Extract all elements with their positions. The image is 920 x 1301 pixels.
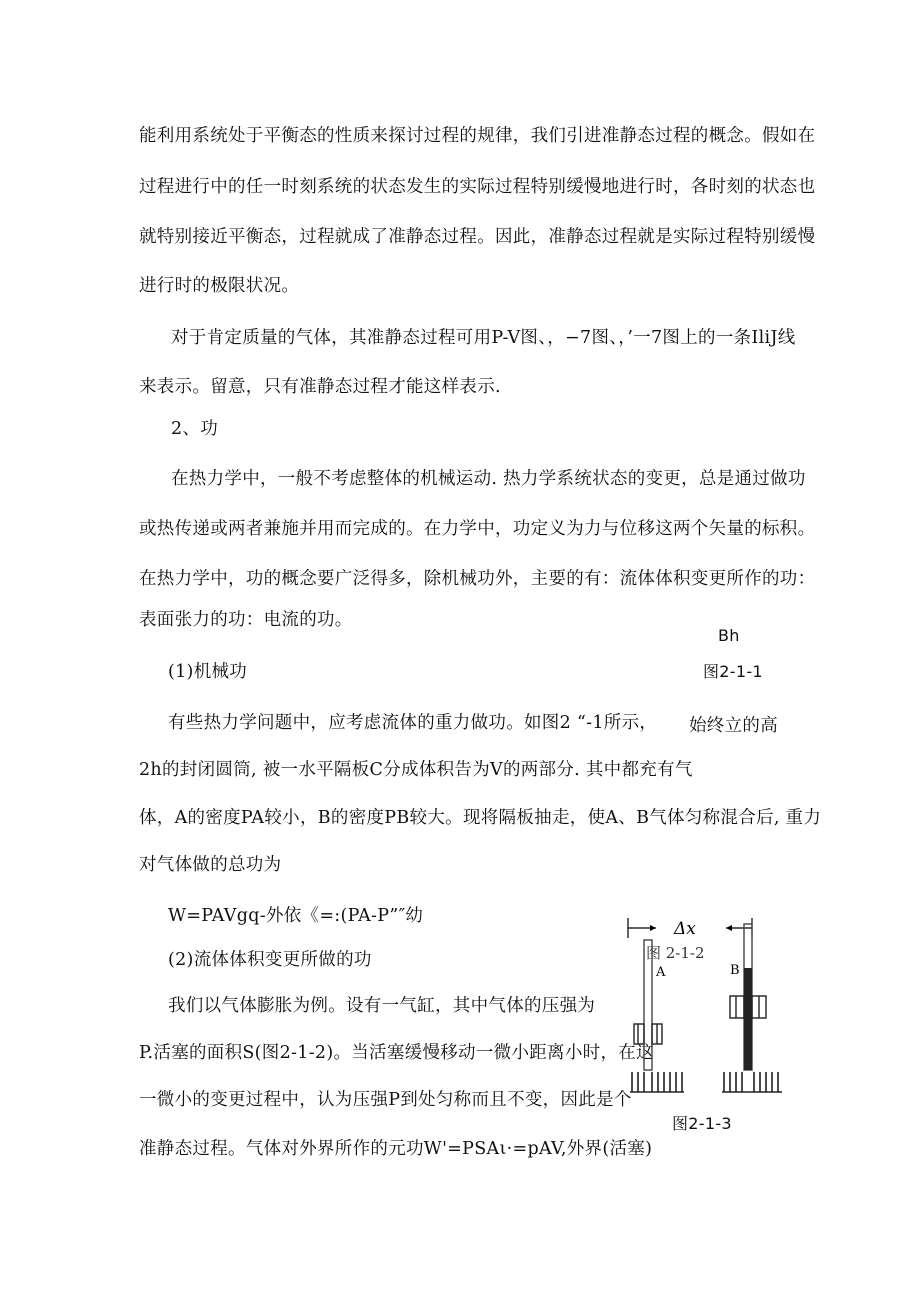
text-line: 表面张力的功：电流的功。 xyxy=(139,610,353,630)
text-line: 有些热力学问题中，应考虑流体的重力做功。如图2 “-1所示， xyxy=(168,713,658,733)
formula: W=PAVgq-外依《=:(PA-P”″幼 xyxy=(168,906,424,926)
figure-2-1-2-and-2-1-3 xyxy=(626,916,786,1102)
dx-label: Δx xyxy=(674,919,696,939)
text-line: 就特别接近平衡态，过程就成了准静态过程。因此，准静态过程就是实际过程特别缓慢 xyxy=(139,227,816,247)
figure-caption-2-1-2: 图 2-1-2 xyxy=(646,944,705,962)
text-line: P.活塞的面积S(图2-1-2)。当活塞缓慢移动一微小距离小时，在这 xyxy=(139,1043,654,1063)
figure-label-bh: Bh xyxy=(718,626,740,645)
figure-caption-2-1-3: 图2-1-3 xyxy=(672,1114,732,1133)
text-line: 准静态过程。气体对外界所作的元功W'=PSAι·=pAV,外界(活塞) xyxy=(139,1139,653,1159)
text-line: 能利用系统处于平衡态的性质来探讨过程的规律，我们引进准静态过程的概念。假如在 xyxy=(139,126,816,146)
text-line: 体，A的密度PA较小，B的密度PB较大。现将隔板抽走，使A、B气体匀称混合后, 重力 xyxy=(139,808,822,828)
text-line: 对于肯定质量的气体，其准静态过程可用P-V图、，−7图、，’一7图上的一条IliJ线 xyxy=(171,328,796,348)
text-line: 在热力学中，一般不考虑整体的机械运动. 热力学系统状态的变更，总是通过做功 xyxy=(171,469,806,489)
text-line: 过程进行中的任一时刻系统的状态发生的实际过程特别缓慢地进行时，各时刻的状态也 xyxy=(139,177,816,197)
label-a: A xyxy=(656,965,666,980)
label-b: B xyxy=(730,963,740,978)
section-heading: 2、功 xyxy=(171,419,219,439)
text-line: 在热力学中，功的概念要广泛得多，除机械功外，主要的有：流体体积变更所作的功： xyxy=(139,569,816,589)
text-line: 或热传递或两者兼施并用而完成的。在力学中，功定义为力与位移这两个矢量的标积。 xyxy=(139,519,816,539)
text-line: 我们以气体膨胀为例。设有一气缸，其中气体的压强为 xyxy=(168,996,596,1016)
figure-caption-2-1-1: 图2-1-1 xyxy=(703,662,763,681)
text-line: 2h的封闭圆筒, 被一水平隔板C分成体积告为V的两部分. 其中都充有气 xyxy=(139,760,693,780)
base-b xyxy=(722,1072,782,1092)
text-line: 一微小的变更过程中，认为压强P到处匀称而且不变，因此是个 xyxy=(139,1090,632,1110)
figure-drawing xyxy=(626,916,786,1102)
tube-b-fill xyxy=(744,968,752,1070)
base-a xyxy=(630,1072,684,1092)
collar-a xyxy=(634,1024,662,1044)
text-line: 进行时的极限状况。 xyxy=(139,276,300,296)
subsection-heading: (1)机械功 xyxy=(168,662,248,682)
text-line: 来表示。留意，只有准静态过程才能这样表示. xyxy=(139,377,501,397)
text-line: 始终立的高 xyxy=(689,716,778,736)
subsection-heading: (2)流体体积变更所做的功 xyxy=(168,950,372,970)
text-line: 对气体做的总功为 xyxy=(139,855,282,875)
